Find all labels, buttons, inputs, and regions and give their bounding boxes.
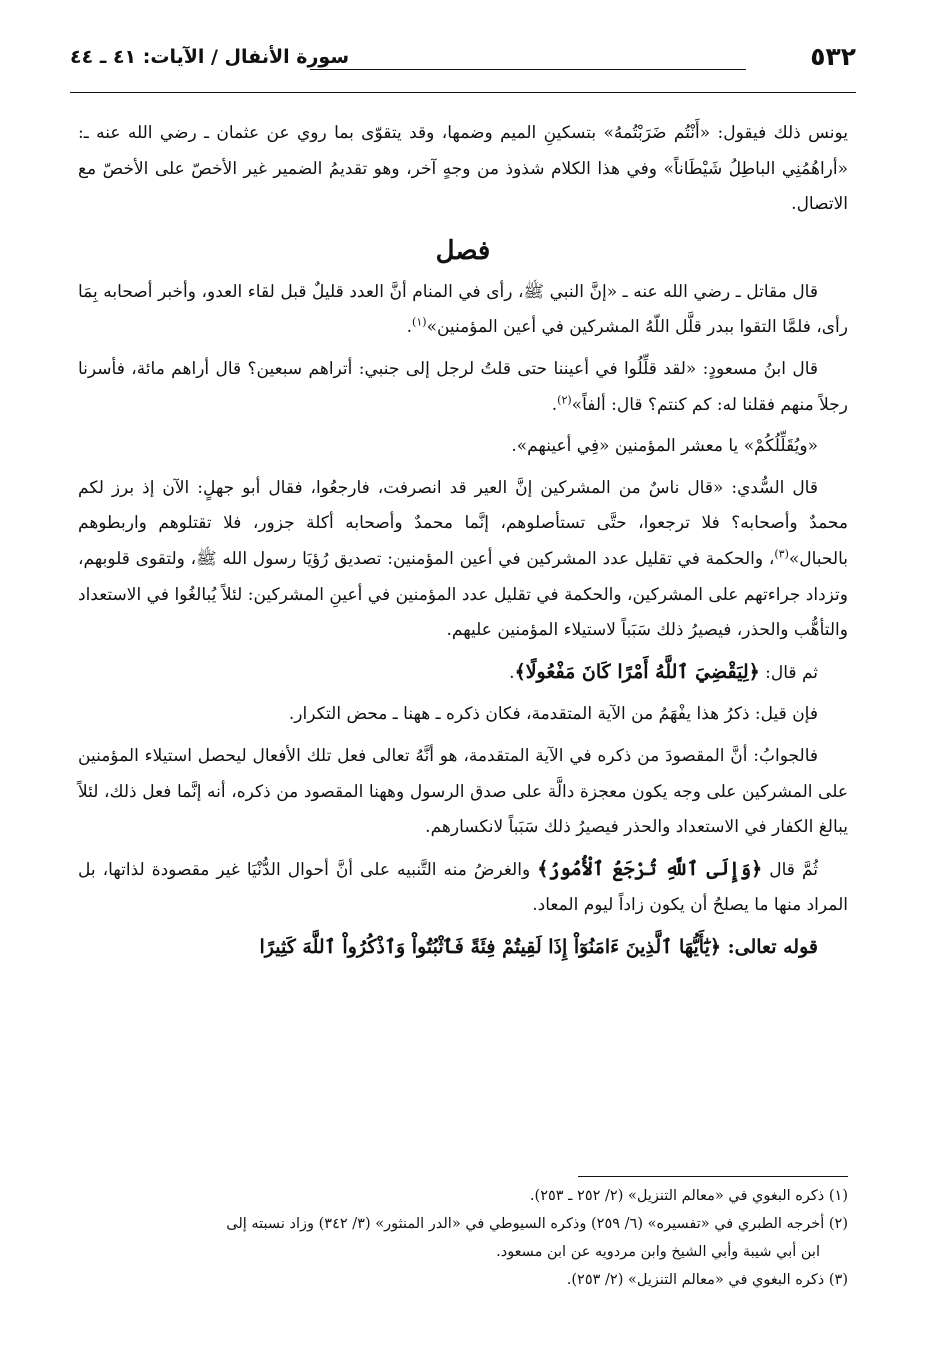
page-number: ٥٣٢: [810, 42, 856, 71]
footnote-2-continued: ابن أبي شيبة وأبي الشيخ وابن مردويه عن ابن مسعود.: [496, 1244, 820, 1260]
footnote-separator: [578, 1176, 848, 1177]
paragraph: [78, 352, 848, 423]
paragraph: فالجوابُ: أنَّ المقصودَ من ذكره في الآية المتقدمة، هو أنَّهُ تعالى فعل تلك الأفعال ليحصل استيلاء المؤمنين على المشركين على وجه يكون معجزة دالَّة على صدق الرسول وههنا المقصود من ذكره، أنه إنَّما فعل ذلك، لئلاً يبالغ الكفار في الاستعداد والحذر فيصيرُ ذلك سَبَباً لانكسارهم.: [78, 745, 848, 838]
paragraph-text: ثُمَّ قال: [762, 859, 818, 880]
paragraph: [78, 655, 848, 692]
paragraph: فإن قيل: ذكرُ هذا يفْهَمُ من الآية المتقدمة، فكان ذكره ـ ههنا ـ محض التكرار.: [288, 704, 818, 725]
paragraph-text: قال ابنُ مسعودٍ: «لقد قلِّلُوا في أعيننا حتى قلتُ لرجل إلى جنبي: أتراهم سبعين؟ قال أراهم مائة، فأسرنا رجلاً منهم فقلنا له: كم كنتم؟ قال: ألفاً»: [78, 358, 848, 415]
paragraph: يونس ذلك فيقول: «أَنْتُم ضَرَبْتُمهُ» بتسكينِ الميم وضمها، وقد يتقوّى بما روي عن عثمان ـ رضي الله عنه ـ: «أراهُمُنِي الباطِلُ شَيْطَاناً» وفي هذا الكلام شذوذ من وجهٍ آخر، وهو تقديمُ الضمير غير الأخصّ على الأخصّ مع الاتصال.: [78, 123, 848, 215]
paragraph-text: قال مقاتل ـ رضي الله عنه ـ «إنَّ النبي ﷺ، رأى في المنام أنَّ العدد قليلٌ قبل لقاء العدو، وأخبر أصحابه بِمَا رأى، فلمَّا التقوا ببدر قلَّل اللّهُ المشركين في أعين المؤمنين»: [78, 281, 848, 338]
paragraph-text: قال السُّدي: «قال ناسٌ من المشركين إنَّ العير قد انصرفت، فارجعُوا، فقال أبو جهلٍ: الآن إذ برز لكم محمدٌ وأصحابه؟ فلا ترجعوا، حتَّى تستأصلوهم، إنَّما محمدٌ وأصحابه أكلة جزور، فلا تقتلوهم واربطوهم بالحبال»: [78, 477, 848, 569]
verse-intro: قوله تعالى:: [721, 935, 818, 958]
main-text: [78, 116, 848, 972]
running-header: [70, 40, 856, 80]
footnote-ref[interactable]: (١): [412, 315, 427, 329]
paragraph-text: ثم قال:: [759, 662, 818, 683]
paragraph-end: .: [406, 317, 413, 338]
paragraph-text: والغرضُ منه التَّنبيه على أنَّ أحوال الدُّنْيَا غير مقصودة لذاتها، بل المراد منها ما يصلحُ أن يكون زاداً ليوم المعاد.: [78, 859, 848, 916]
paragraph: [78, 471, 848, 649]
footnote-ref[interactable]: (٣): [774, 547, 789, 561]
quran-verse: ﴿لِيَقْضِيَ ٱللَّهُ أَمْرًا كَانَ مَفْعُولًا﴾: [514, 660, 760, 683]
footnote-1: (١) ذكره البغوي في «معالم التنزيل» (٢/ ٢٥٢ ـ ٢٥٣).: [529, 1188, 848, 1204]
quran-verse: ﴿وَإِلَى ٱللَّهِ تُرْجَعُ ٱلْأُمُورُ﴾: [537, 857, 763, 880]
paragraph: [78, 275, 848, 346]
footnote-3: (٣) ذكره البغوي في «معالم التنزيل» (٢/ ٢٥٣).: [566, 1272, 848, 1288]
section-heading: فصل: [435, 235, 491, 266]
header-rule: [310, 69, 746, 70]
footnotes: [78, 1182, 848, 1294]
paragraph: [78, 852, 848, 924]
header-divider: [70, 92, 856, 93]
paragraph: «ويُقَلِّلُكُمْ» يا معشر المؤمنين «فِي أعينهم».: [511, 436, 818, 457]
quran-verse: ﴿يَٰٓأَيُّهَا ٱلَّذِينَ ءَامَنُوٓاْ إِذَا لَقِيتُمْ فِئَةً فَٱثْبُتُواْ وَٱذْكُرُواْ ٱللَّهَ كَثِيرًا: [259, 935, 721, 958]
footnote-ref[interactable]: (٢): [557, 392, 572, 406]
paragraph-end: .: [551, 394, 558, 415]
surah-title: سورة الأنفال / الآيات: ٤١ ـ ٤٤: [70, 46, 349, 68]
paragraph-end: .: [509, 662, 515, 683]
paragraph-text: ، والحكمة في تقليل عدد المشركين في أعين المؤمنين: تصديق رُؤيَا رسول الله ﷺ، ولتقوى قلوبهم، وتزداد جراءتهم على المشركين، والحكمة في تقليل عدد المؤمنين في أعينِ المشركين: لئلاً يُبالغُوا في الاستعداد والتأهُّب والحذر، فيصيرُ ذلك سَبَباً لاستيلاء المؤمنين عليهم.: [78, 548, 848, 641]
paragraph: [78, 930, 848, 967]
footnote-2: (٢) أخرجه الطبري في «تفسيره» (٦/ ٢٥٩) وذكره السيوطي في «الدر المنثور» (٣/ ٣٤٢) وزاد نسبته إلى: [226, 1216, 848, 1232]
